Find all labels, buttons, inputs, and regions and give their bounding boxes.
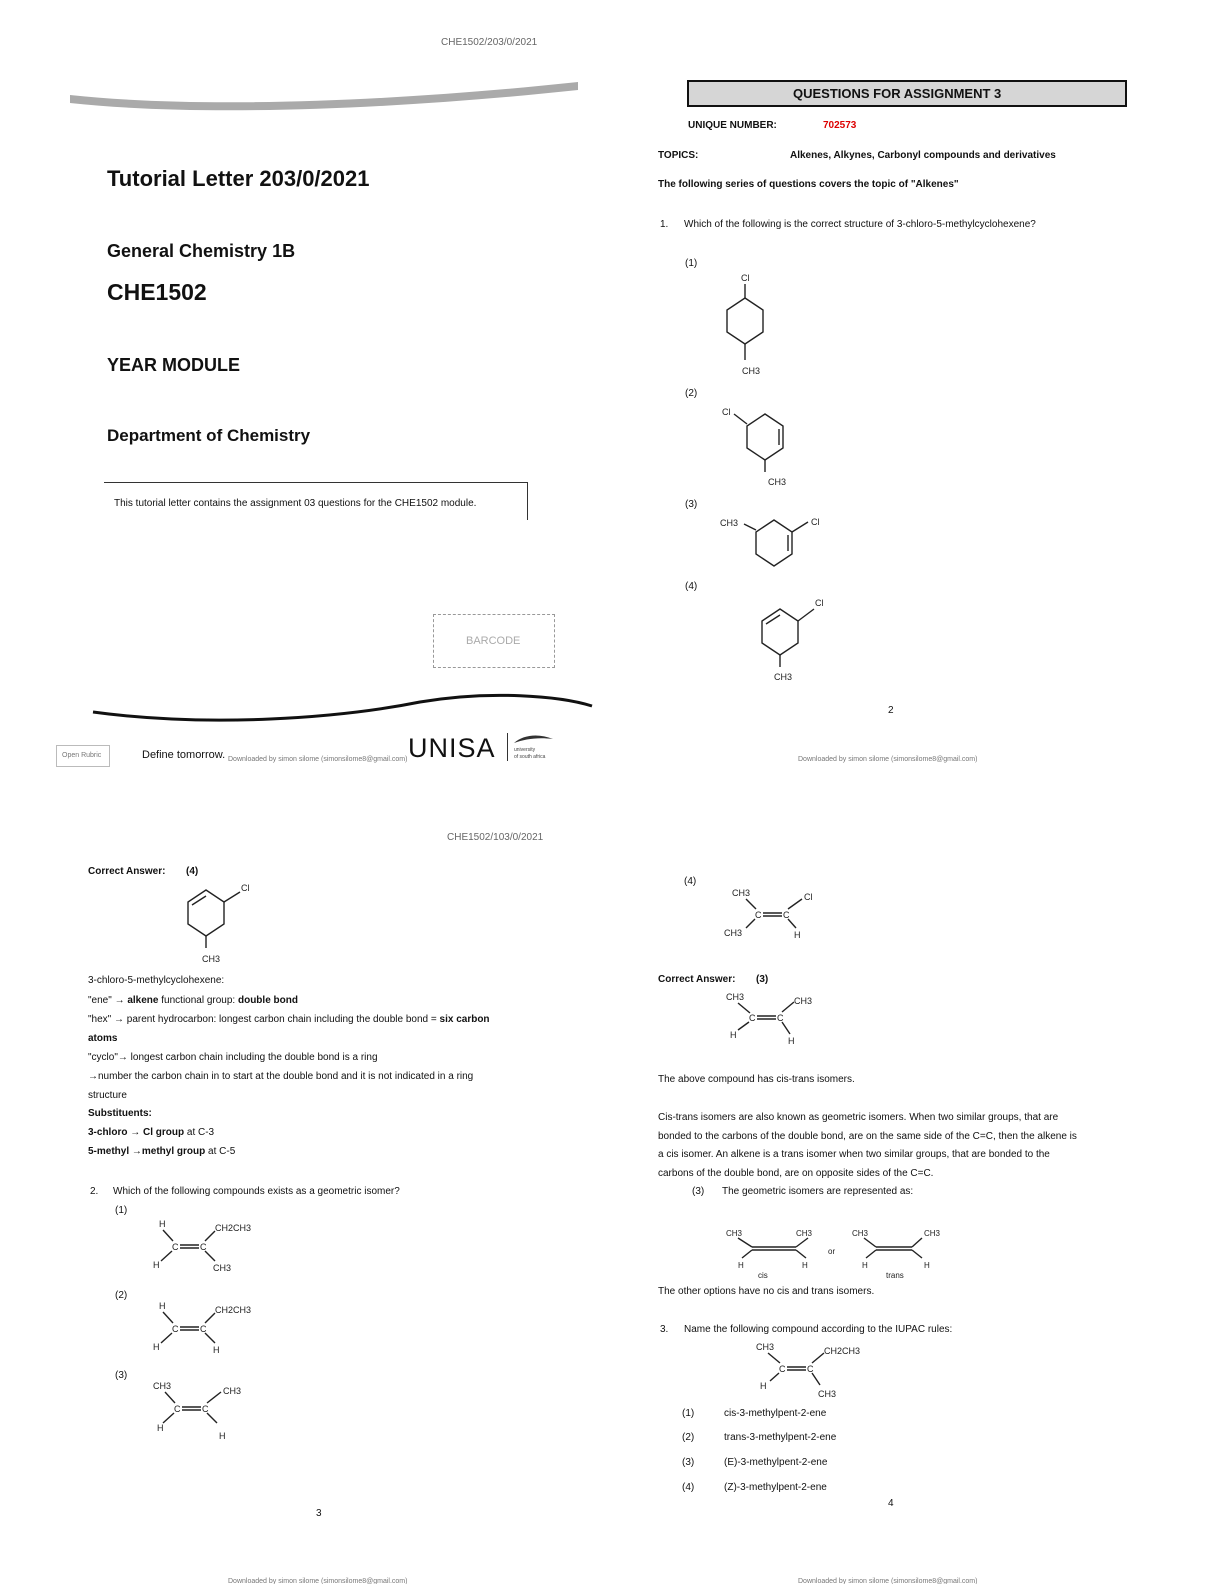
open-rubric-label: Open Rubric (62, 752, 102, 759)
banner-text: QUESTIONS FOR ASSIGNMENT 3 (793, 86, 1002, 101)
q1-o2-cl: Cl (722, 407, 731, 417)
q1-o1-ch3: CH3 (742, 366, 761, 376)
trans-h-right: H (924, 1261, 930, 1270)
q2o4-c1: C (755, 910, 762, 920)
or-label: or (828, 1247, 836, 1256)
q3-ch3-top: CH3 (756, 1342, 775, 1352)
unique-value: 702573 (823, 120, 857, 131)
module-type: YEAR MODULE (107, 355, 241, 375)
q1-option-3-label: (3) (685, 499, 698, 510)
trans-label: trans (886, 1271, 904, 1280)
explain-line-4: carbons of the double bond, are on opposite sides of the C=C. (658, 1168, 934, 1179)
q1-o4-ch3: CH3 (774, 672, 793, 682)
q1-o4-cl: Cl (815, 598, 824, 608)
topics-label: TOPICS: (658, 150, 699, 161)
explain-line-5: structure (88, 1090, 127, 1101)
page-number: 3 (316, 1508, 322, 1519)
cis-ch3-right: CH3 (796, 1229, 813, 1238)
series-intro: The following series of questions covers the topic of "Alkenes" (658, 179, 959, 190)
q3-number: 3. (660, 1324, 669, 1335)
ans-h-left: H (730, 1030, 737, 1040)
answer-ch3: CH3 (202, 954, 221, 964)
cis-h-left: H (738, 1261, 744, 1270)
q1-o3-cl: Cl (811, 517, 820, 527)
q2o1-ch3: CH3 (213, 1263, 232, 1273)
ans-h-right: H (788, 1036, 795, 1046)
explain-line-3: "cyclo"→ longest carbon chain including the double bond is a ring (88, 1052, 378, 1063)
q3-c2: C (807, 1364, 814, 1374)
q2o2-ch2ch3: CH2CH3 (215, 1305, 252, 1315)
page-4 (612, 792, 1224, 1584)
download-note: Downloaded by simon silome (simonsilome8@gmail.com) (798, 756, 978, 763)
q3-option-1-label: (1) (682, 1408, 695, 1419)
q2o3-c1: C (174, 1404, 181, 1414)
topics-value: Alkenes, Alkynes, Carbonyl compounds and derivatives (790, 150, 1056, 161)
q2o1-h-top: H (159, 1219, 166, 1229)
q2-number: 2. (90, 1186, 99, 1197)
page-number: 2 (888, 705, 894, 716)
unisa-logo-divider (507, 733, 508, 761)
q2o4-c2: C (783, 910, 790, 920)
q3-option-3-text: (E)-3-methylpent-2-ene (724, 1457, 828, 1468)
explain-line-1: Cis-trans isomers are also known as geometric isomers. When two similar groups, that are (658, 1112, 1059, 1123)
substituent-2: 5-methyl →methyl group at C-5 (88, 1146, 236, 1157)
q2-option-4-label: (4) (684, 876, 697, 887)
subject-title: General Chemistry 1B (107, 241, 296, 261)
answer-cl: Cl (241, 883, 250, 893)
q1-option-2-label: (2) (685, 388, 698, 399)
q2-option-3-label: (3) (115, 1370, 128, 1381)
cis-ch3-left: CH3 (726, 1229, 743, 1238)
page-1 (0, 0, 612, 792)
q2o2-h-right: H (213, 1345, 220, 1355)
correct-answer-value: (4) (186, 866, 199, 877)
q1-option-4-structure (752, 595, 832, 685)
q3-text: Name the following compound according to the IUPAC rules: (684, 1324, 953, 1335)
unisa-sub-1: university (514, 747, 536, 753)
explain-line-3: a cis isomer. An alkene is a trans isomer when two similar groups, that are bonded to the (658, 1149, 1050, 1160)
explain-line-2: "hex" → parent hydrocarbon: longest carbon chain including the double bond = six carbon (88, 1014, 490, 1025)
other-options-note: The other options have no cis and trans isomers. (658, 1286, 875, 1297)
unique-label: UNIQUE NUMBER: (688, 120, 777, 131)
q3-h: H (760, 1381, 767, 1391)
q1-option-1-structure (712, 270, 772, 380)
q2-option-1-structure (145, 1217, 275, 1279)
q3-option-2-label: (2) (682, 1432, 695, 1443)
q2o1-ch2ch3: CH2CH3 (215, 1223, 252, 1233)
q1-o3-ch3: CH3 (720, 518, 739, 528)
unisa-emblem-icon (513, 733, 555, 745)
correct-answer-value: (3) (756, 974, 769, 985)
q2o1-c1: C (172, 1242, 179, 1252)
trans-h-left: H (862, 1261, 868, 1270)
q3-option-4-label: (4) (682, 1482, 695, 1493)
download-note: Downloaded by simon silome (simonsilome8@gmail.com) (798, 1578, 978, 1584)
q2o3-ch3-left: CH3 (153, 1381, 172, 1391)
q1-option-3-structure (720, 510, 830, 575)
unisa-sub-2: of south africa (514, 754, 546, 760)
unisa-logo-text: UNISA (408, 733, 496, 763)
explain-line-2b: atoms (88, 1033, 118, 1044)
page-number: 4 (888, 1498, 894, 1509)
q2o3-ch3-right: CH3 (223, 1386, 242, 1396)
q3-option-2-text: trans-3-methylpent-2-ene (724, 1432, 837, 1443)
tagline: Define tomorrow. (142, 749, 226, 761)
header-code: CHE1502/203/0/2021 (441, 37, 538, 48)
q1-option-2-structure (720, 400, 810, 490)
course-code: CHE1502 (107, 279, 207, 305)
q2-option-3-structure (145, 1377, 275, 1447)
ans-ch3-right: CH3 (794, 996, 813, 1006)
q3-option-3-label: (3) (682, 1457, 695, 1468)
explain-line-1: "ene" → alkene functional group: double bond (88, 995, 298, 1006)
q2o4-ch3-top: CH3 (732, 888, 751, 898)
cis-label: cis (758, 1271, 768, 1280)
q3-ch2ch3: CH2CH3 (824, 1346, 861, 1356)
download-note: Downloaded by simon silome (simonsilome8@gmail.com) (228, 756, 408, 763)
page-2 (612, 0, 1224, 792)
q1-o2-ch3: CH3 (768, 477, 787, 487)
q2o2-c2: C (200, 1324, 207, 1334)
q1-option-1-label: (1) (685, 258, 698, 269)
answer-structure (716, 988, 836, 1050)
q1-text: Which of the following is the correct structure of 3-chloro-5-methylcyclohexene? (684, 219, 1036, 230)
q2o4-cl: Cl (804, 892, 813, 902)
download-note: Downloaded by simon silome (simonsilome8@gmail.com) (228, 1578, 408, 1584)
q2o4-h: H (794, 930, 801, 940)
trans-ch3-left: CH3 (852, 1229, 869, 1238)
q3-option-1-text: cis-3-methylpent-2-ene (724, 1408, 827, 1419)
explain-line-4: →number the carbon chain in to start at the double bond and it is not indicated in a ring (88, 1071, 474, 1082)
cis-h-right: H (802, 1261, 808, 1270)
correct-answer-label: Correct Answer: (88, 866, 166, 877)
ans-ch3-left: CH3 (726, 992, 745, 1002)
barcode-label: BARCODE (466, 635, 521, 647)
q1-number: 1. (660, 219, 669, 230)
header-code: CHE1502/103/0/2021 (447, 832, 544, 843)
q2o1-h-bottom: H (153, 1260, 160, 1270)
q2o2-c1: C (172, 1324, 179, 1334)
top-swoosh (60, 70, 590, 120)
q2-text: Which of the following compounds exists as a geometric isomer? (113, 1186, 400, 1197)
explain-line-2: bonded to the carbons of the double bond, are on the same side of the C=C, then the alkene is (658, 1131, 1077, 1142)
q2-option-2-label: (2) (115, 1290, 128, 1301)
q2-option-2-structure (145, 1299, 275, 1361)
q1-o1-cl: Cl (741, 273, 750, 283)
q3-option-4-text: (Z)-3-methylpent-2-ene (724, 1482, 827, 1493)
compound-name: 3-chloro-5-methylcyclohexene: (88, 975, 225, 986)
page-3 (0, 792, 612, 1584)
department: Department of Chemistry (107, 426, 311, 445)
q3-ch3-bottom: CH3 (818, 1389, 837, 1399)
ans-c2: C (777, 1013, 784, 1023)
q2o2-h-top: H (159, 1301, 166, 1311)
q1-option-4-label: (4) (685, 581, 698, 592)
q3-c1: C (779, 1364, 786, 1374)
tutorial-title: Tutorial Letter 203/0/2021 (107, 166, 370, 191)
q2o3-c2: C (202, 1404, 209, 1414)
cis-trans-diagram (716, 1222, 956, 1282)
q2o3-h-left: H (157, 1423, 164, 1433)
ans-c1: C (749, 1013, 756, 1023)
substituent-1: 3-chloro → Cl group at C-3 (88, 1127, 215, 1138)
representation-number: (3) (692, 1186, 705, 1197)
cis-trans-statement: The above compound has cis-trans isomers. (658, 1074, 855, 1085)
representation-text: The geometric isomers are represented as: (722, 1186, 914, 1197)
q2-option-4-structure (716, 884, 836, 946)
q3-structure (752, 1337, 892, 1403)
trans-ch3-right: CH3 (924, 1229, 941, 1238)
q2o1-c2: C (200, 1242, 207, 1252)
q2o3-h-right: H (219, 1431, 226, 1441)
bottom-swoosh (90, 688, 595, 728)
note-text: This tutorial letter contains the assignment 03 questions for the CHE1502 module. (114, 498, 477, 509)
q2-option-1-label: (1) (115, 1205, 128, 1216)
q2o4-ch3-bottom: CH3 (724, 928, 743, 938)
correct-answer-label: Correct Answer: (658, 974, 736, 985)
answer-structure (170, 880, 260, 966)
q2o2-h-bottom: H (153, 1342, 160, 1352)
substituents-heading: Substituents: (88, 1108, 152, 1119)
